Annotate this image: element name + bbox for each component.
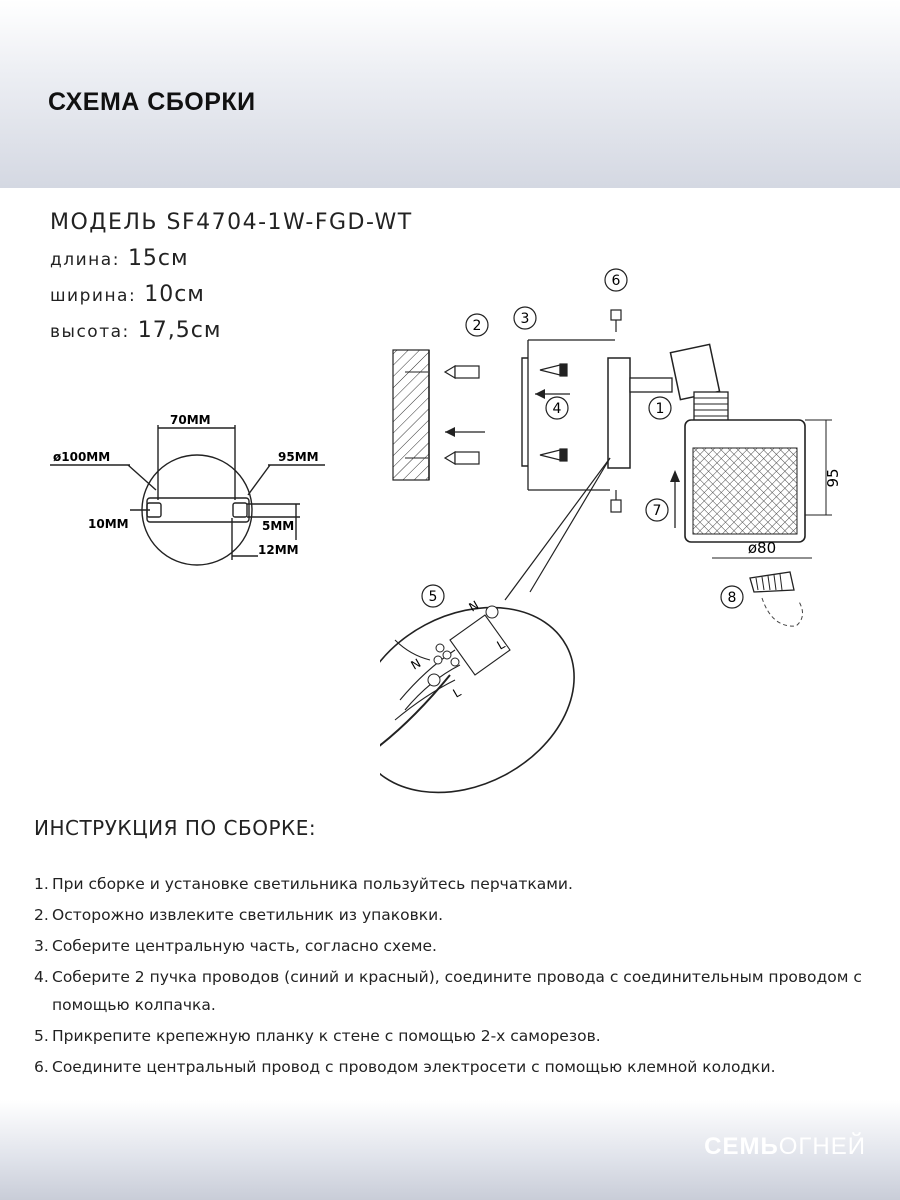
spec-block: [50, 210, 413, 354]
length-value: 15см: [127, 246, 189, 271]
wire-l-right: L: [494, 637, 508, 653]
page-title: СХЕМА СБОРКИ: [48, 88, 256, 116]
logo-light: ОГНЕЙ: [778, 1133, 866, 1160]
height-value: 17,5см: [137, 318, 222, 343]
height-label: высота:: [50, 322, 130, 342]
model-name: МОДЕЛЬ SF4704-1W-FGD-WT: [50, 210, 413, 235]
canopy: [608, 358, 630, 468]
wire-n-left: N: [408, 655, 424, 673]
dim-70: 70MM: [170, 413, 211, 427]
callout-2: 2: [472, 318, 482, 334]
item-number: 4.: [34, 968, 49, 986]
list-item: [34, 901, 884, 929]
brand-logo: [704, 1133, 866, 1161]
width-label: ширина:: [50, 286, 137, 306]
dim-95: 95MM: [278, 450, 319, 464]
instructions-heading: ИНСТРУКЦИЯ ПО СБОРКЕ:: [34, 816, 317, 840]
list-item: [34, 1053, 884, 1081]
list-item: [34, 1022, 884, 1050]
item-number: 5.: [34, 1027, 49, 1045]
dim-5: 5MM: [262, 519, 295, 533]
spec-width: [50, 282, 413, 318]
assembly-diagram: [380, 260, 880, 810]
dim-shade-diam: ø80: [747, 539, 777, 557]
list-item: [34, 932, 884, 960]
header-band: [0, 0, 900, 188]
dim-diam: ø100MM: [53, 450, 111, 464]
callout-8: 8: [727, 590, 737, 606]
item-number: 2.: [34, 906, 49, 924]
callout-4: 4: [552, 401, 562, 417]
item-text: Осторожно извлеките светильник из упаковки.: [52, 906, 444, 924]
dim-10: 10MM: [88, 517, 129, 531]
instructions: [34, 816, 884, 1084]
callout-3: 3: [520, 311, 530, 327]
mounting-plate-diagram: [0, 400, 340, 590]
item-number: 3.: [34, 937, 49, 955]
length-label: длина:: [50, 250, 120, 270]
dim-12: 12MM: [258, 543, 299, 557]
callout-6: 6: [611, 273, 621, 289]
spec-length: [50, 246, 413, 282]
width-value: 10см: [144, 282, 205, 307]
wall: [393, 350, 429, 480]
wire-n-top: N: [466, 597, 482, 615]
logo-bold: СЕМЬ: [704, 1133, 779, 1160]
item-text: Соедините центральный провод с проводом электросети с помощью клемной колодки.: [52, 1058, 776, 1076]
spec-height: [50, 318, 413, 354]
item-text: Прикрепите крепежную планку к стене с помощью 2-х саморезов.: [52, 1027, 601, 1045]
callout-5: 5: [428, 589, 438, 605]
callout-7: 7: [652, 503, 662, 519]
dim-shade-height: 95: [824, 468, 842, 488]
item-text: Соберите центральную часть, согласно схеме.: [52, 937, 437, 955]
wire-l-bottom: L: [450, 685, 464, 701]
item-text: При сборке и установке светильника пользуйтесь перчатками.: [52, 875, 573, 893]
list-item: [34, 870, 884, 898]
item-text: Соберите 2 пучка проводов (синий и красный), соедините провода с соединительным проводом с помощью колпачка.: [52, 968, 862, 1014]
callout-1: 1: [655, 401, 665, 417]
list-item: [34, 963, 884, 1019]
item-number: 1.: [34, 875, 49, 893]
instructions-list: [34, 870, 884, 1081]
item-number: 6.: [34, 1058, 49, 1076]
